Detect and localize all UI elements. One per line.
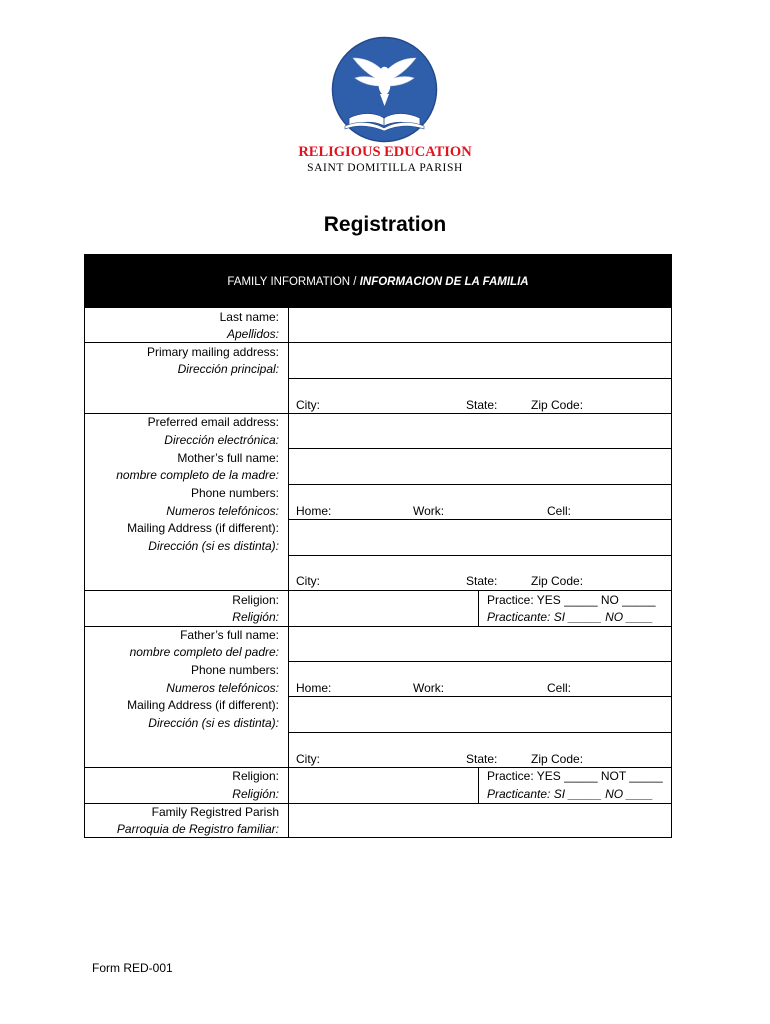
cell-phone-field: Cell: <box>547 504 572 518</box>
work-phone-field: Work: <box>413 504 445 518</box>
mother-mailing-label-es: Dirección (si es distinta): <box>148 539 279 553</box>
row-divider <box>85 342 671 343</box>
last-name-label-es: Apellidos: <box>226 327 279 341</box>
row-divider <box>85 590 671 591</box>
row-divider <box>85 413 671 414</box>
zip-field: Zip Code: <box>531 574 584 588</box>
mailing-address-label-es: Dirección principal: <box>177 362 279 376</box>
zip-field: Zip Code: <box>531 398 584 412</box>
page-title: Registration <box>323 213 447 236</box>
father-phone-label-es: Numeros telefónicos: <box>166 681 279 695</box>
org-subtitle: SAINT DOMITILLA PARISH <box>307 162 463 174</box>
dove-book-logo-icon <box>331 36 438 143</box>
row-divider <box>288 448 671 449</box>
father-mailing-label: Mailing Address (if different): <box>127 698 279 712</box>
row-divider <box>288 732 671 733</box>
practicante-field: Practicante: SI _____ NO ____ <box>487 610 654 624</box>
row-divider <box>288 378 671 379</box>
row-divider <box>288 519 671 520</box>
practicante-field: Practicante: SI _____ NO ____ <box>487 787 654 801</box>
mother-religion-label-es: Religión: <box>232 610 279 624</box>
father-mailing-label-es: Dirección (si es distinta): <box>148 716 279 730</box>
last-name-label: Last name: <box>219 310 279 324</box>
org-title: RELIGIOUS EDUCATION <box>298 144 472 160</box>
mother-religion-label: Religion: <box>232 593 279 607</box>
row-divider <box>85 626 671 627</box>
row-divider <box>288 484 671 485</box>
form-id: Form RED-001 <box>92 961 173 975</box>
email-label: Preferred email address: <box>147 415 279 429</box>
parish-label-es: Parroquia de Registro familiar: <box>116 822 279 836</box>
practice-divider <box>478 590 479 626</box>
father-religion-label-es: Religión: <box>232 787 279 801</box>
row-divider <box>85 803 671 804</box>
work-phone-field: Work: <box>413 681 445 695</box>
column-divider <box>288 308 289 838</box>
father-phone-label: Phone numbers: <box>190 663 279 677</box>
state-field: State: <box>466 752 498 766</box>
mother-name-label-es: nombre completo de la madre: <box>116 468 279 482</box>
section-header <box>85 255 671 308</box>
mother-mailing-label: Mailing Address (if different): <box>127 521 279 535</box>
family-information-form <box>84 254 672 838</box>
city-field: City: <box>296 398 320 412</box>
state-field: State: <box>466 574 498 588</box>
father-religion-label: Religion: <box>232 769 279 783</box>
mailing-address-label: Primary mailing address: <box>146 345 279 359</box>
section-title-en: FAMILY INFORMATION / <box>227 275 357 288</box>
practice-field: Practice: YES _____ NO _____ <box>487 593 656 607</box>
state-field: State: <box>466 398 498 412</box>
practice-field: Practice: YES _____ NOT _____ <box>487 769 663 783</box>
row-divider <box>288 555 671 556</box>
home-phone-field: Home: <box>296 504 332 518</box>
zip-field: Zip Code: <box>531 752 584 766</box>
section-title-es: INFORMACION DE LA FAMILIA <box>359 275 529 288</box>
mother-name-label: Mother’s full name: <box>177 451 279 465</box>
home-phone-field: Home: <box>296 681 332 695</box>
email-label-es: Dirección electrónica: <box>164 433 279 447</box>
mother-phone-label-es: Numeros telefónicos: <box>166 504 279 518</box>
parish-label: Family Registred Parish <box>151 805 279 819</box>
row-divider <box>288 661 671 662</box>
father-name-label: Father’s full name: <box>180 628 279 642</box>
row-divider <box>85 767 671 768</box>
father-name-label-es: nombre completo del padre: <box>129 645 279 659</box>
city-field: City: <box>296 752 320 766</box>
cell-phone-field: Cell: <box>547 681 572 695</box>
practice-divider <box>478 767 479 803</box>
city-field: City: <box>296 574 320 588</box>
mother-phone-label: Phone numbers: <box>190 486 279 500</box>
row-divider <box>288 696 671 697</box>
